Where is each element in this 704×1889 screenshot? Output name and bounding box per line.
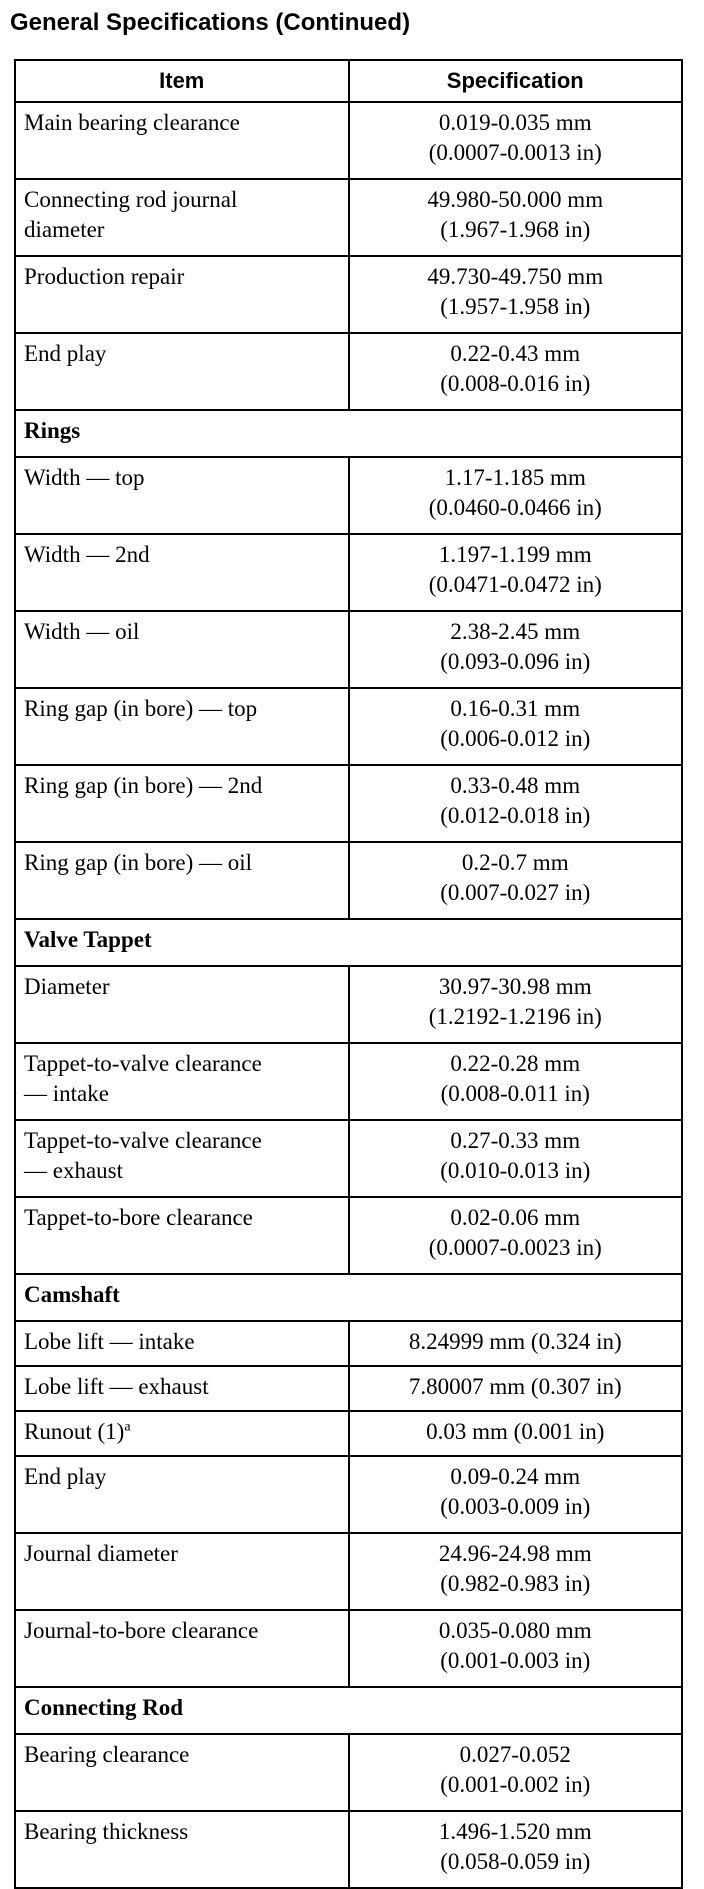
item-cell [15,534,349,611]
specification-cell [349,534,683,611]
specification-cell [349,966,683,1043]
specification-cell [349,1366,683,1411]
section-heading: Camshaft [15,1274,682,1321]
specification-text: 0.02-0.06 mm [450,1205,581,1230]
item-cell [15,1734,349,1811]
item-cell [15,1321,349,1366]
item-text [24,215,340,245]
specification-text: (0.008-0.016 in) [440,371,591,396]
item-cell [15,1120,349,1197]
item-text-value: Main bearing clearance [24,110,240,135]
specification-cell [349,1610,683,1687]
column-header-item: Item [15,60,349,102]
item-text [24,972,340,1002]
item-text [24,1740,340,1770]
specification-text: (0.010-0.013 in) [440,1158,591,1183]
item-text [24,1126,340,1156]
item-text-value: Tappet-to-valve clearance [24,1128,262,1153]
table-row [15,1533,682,1610]
specification-text: (0.0007-0.0013 in) [428,140,602,165]
item-text [24,848,340,878]
page-title: General Specifications (Continued) [10,9,411,36]
table-row [15,179,682,256]
item-cell [15,1610,349,1687]
item-text-value: Lobe lift — intake [24,1329,195,1354]
specification-text: (0.003-0.009 in) [440,1494,591,1519]
specification-cell [349,688,683,765]
item-text [24,1817,340,1847]
table-row [15,1610,682,1687]
item-text [24,463,340,493]
item-text-value: End play [24,341,107,366]
item-text [24,339,340,369]
specification-text: 0.019-0.035 mm [438,110,592,135]
specification-text: (0.008-0.011 in) [440,1081,590,1106]
specification-text: (0.093-0.096 in) [440,649,591,674]
specification-cell [349,256,683,333]
item-text [24,617,340,647]
item-cell [15,1533,349,1610]
item-text [24,1462,340,1492]
specification-cell [349,1533,683,1610]
section-heading: Connecting Rod [15,1687,682,1734]
item-text-value: diameter [24,217,105,242]
specification-text: 1.197-1.199 mm [438,542,592,567]
table-row [15,256,682,333]
specification-text: 1.496-1.520 mm [438,1819,592,1844]
section-heading: Rings [15,410,682,457]
specification-text: (1.957-1.958 in) [440,294,591,319]
item-text-value: End play [24,1464,107,1489]
item-text [24,1156,340,1186]
item-text-value: Tappet-to-valve clearance [24,1051,262,1076]
specification-text: 0.035-0.080 mm [438,1618,592,1643]
specifications-table [14,59,683,1889]
item-cell [15,1197,349,1274]
section-heading: Valve Tappet [15,919,682,966]
specification-cell [349,611,683,688]
item-cell [15,842,349,919]
specification-cell [349,1197,683,1274]
specification-cell [349,1321,683,1366]
item-text-value: Runout (1) [24,1419,125,1444]
specification-text: 1.17-1.185 mm [444,465,586,490]
specification-text: (0.0460-0.0466 in) [428,495,602,520]
item-text [24,262,340,292]
table-row [15,534,682,611]
item-text [24,1327,340,1357]
specification-cell [349,1120,683,1197]
item-text-value: Journal-to-bore clearance [24,1618,259,1643]
table-row [15,1456,682,1533]
item-text-value: Ring gap (in bore) — 2nd [24,773,263,798]
specification-text: (0.0007-0.0023 in) [428,1235,602,1260]
table-row [15,1321,682,1366]
specification-cell [349,765,683,842]
specification-cell [349,1043,683,1120]
item-text-value: Width — oil [24,619,140,644]
specification-cell [349,842,683,919]
item-cell [15,179,349,256]
specification-text: (1.2192-1.2196 in) [428,1004,602,1029]
item-text [24,1203,340,1233]
item-cell [15,102,349,179]
item-text-value: Bearing thickness [24,1819,189,1844]
specification-text: (0.058-0.059 in) [440,1849,591,1874]
item-cell [15,1043,349,1120]
section-row [15,1274,682,1321]
specification-text: 0.22-0.43 mm [450,341,581,366]
item-text [24,1049,340,1079]
specification-cell [349,102,683,179]
item-cell [15,1811,349,1888]
specification-text: 2.38-2.45 mm [450,619,581,644]
specification-text: (0.0471-0.0472 in) [428,572,602,597]
item-cell [15,1456,349,1533]
specification-text: 7.80007 mm (0.307 in) [408,1374,622,1399]
item-text [24,185,340,215]
item-text [24,1372,340,1402]
specification-cell [349,333,683,410]
item-text [24,1417,340,1447]
specification-text: (1.967-1.968 in) [440,217,591,242]
item-text-value: Journal diameter [24,1541,178,1566]
item-cell [15,457,349,534]
table-row [15,966,682,1043]
table-row [15,688,682,765]
table-row [15,842,682,919]
table-row [15,457,682,534]
table-row [15,1120,682,1197]
specification-text: (0.006-0.012 in) [440,726,591,751]
table-row [15,1411,682,1456]
specification-cell [349,1811,683,1888]
item-text-value: Ring gap (in bore) — top [24,696,258,721]
item-text-value: Diameter [24,974,110,999]
specification-text: 30.97-30.98 mm [438,974,592,999]
table-row [15,1811,682,1888]
specification-cell [349,1411,683,1456]
specification-text: 24.96-24.98 mm [438,1541,592,1566]
specification-text: 0.16-0.31 mm [450,696,581,721]
item-text [24,771,340,801]
item-text-value: Production repair [24,264,185,289]
specification-cell [349,179,683,256]
item-text-value: — exhaust [24,1158,124,1183]
item-cell [15,688,349,765]
specification-text: (0.001-0.003 in) [440,1648,591,1673]
footnote-marker: a [124,1419,131,1435]
item-text-value: Lobe lift — exhaust [24,1374,209,1399]
item-text-value: Connecting rod journal [24,187,238,212]
specification-text: 0.09-0.24 mm [450,1464,581,1489]
specification-cell [349,1734,683,1811]
specification-text: 49.730-49.750 mm [427,264,604,289]
specification-text: 0.22-0.28 mm [450,1051,581,1076]
section-row [15,919,682,966]
table-body [15,102,682,1888]
specification-text: 0.2-0.7 mm [461,850,569,875]
specification-text: (0.982-0.983 in) [440,1571,591,1596]
item-text-value: Ring gap (in bore) — oil [24,850,253,875]
item-cell [15,765,349,842]
specification-cell [349,457,683,534]
item-cell [15,333,349,410]
item-cell [15,1366,349,1411]
item-text [24,694,340,724]
section-row [15,1687,682,1734]
specification-text: 8.24999 mm (0.324 in) [408,1329,622,1354]
specification-text: (0.012-0.018 in) [440,803,591,828]
item-text [24,1539,340,1569]
specification-text: 0.27-0.33 mm [450,1128,581,1153]
table-row [15,333,682,410]
specification-text: (0.007-0.027 in) [440,880,591,905]
item-text-value: Tappet-to-bore clearance [24,1205,253,1230]
item-text [24,540,340,570]
item-cell [15,1411,349,1456]
item-text-value: Width — 2nd [24,542,150,567]
specification-cell [349,1456,683,1533]
item-text-value: Width — top [24,465,145,490]
column-header-specification: Specification [349,60,683,102]
table-row [15,102,682,179]
specification-text: 0.33-0.48 mm [450,773,581,798]
section-row [15,410,682,457]
item-text-value: Bearing clearance [24,1742,190,1767]
item-text [24,1079,340,1109]
item-cell [15,611,349,688]
specification-text: 0.03 mm (0.001 in) [426,1419,605,1444]
item-text [24,108,340,138]
item-cell [15,256,349,333]
specification-text: 0.027-0.052 [459,1742,571,1767]
table-row [15,611,682,688]
specification-text: (0.001-0.002 in) [440,1772,591,1797]
item-text-value: — intake [24,1081,109,1106]
specification-text: 49.980-50.000 mm [427,187,604,212]
table-row [15,1043,682,1120]
table-row [15,765,682,842]
table-header-row [15,60,682,102]
table-row [15,1197,682,1274]
table-row [15,1366,682,1411]
item-cell [15,966,349,1043]
item-text [24,1616,340,1646]
table-row [15,1734,682,1811]
